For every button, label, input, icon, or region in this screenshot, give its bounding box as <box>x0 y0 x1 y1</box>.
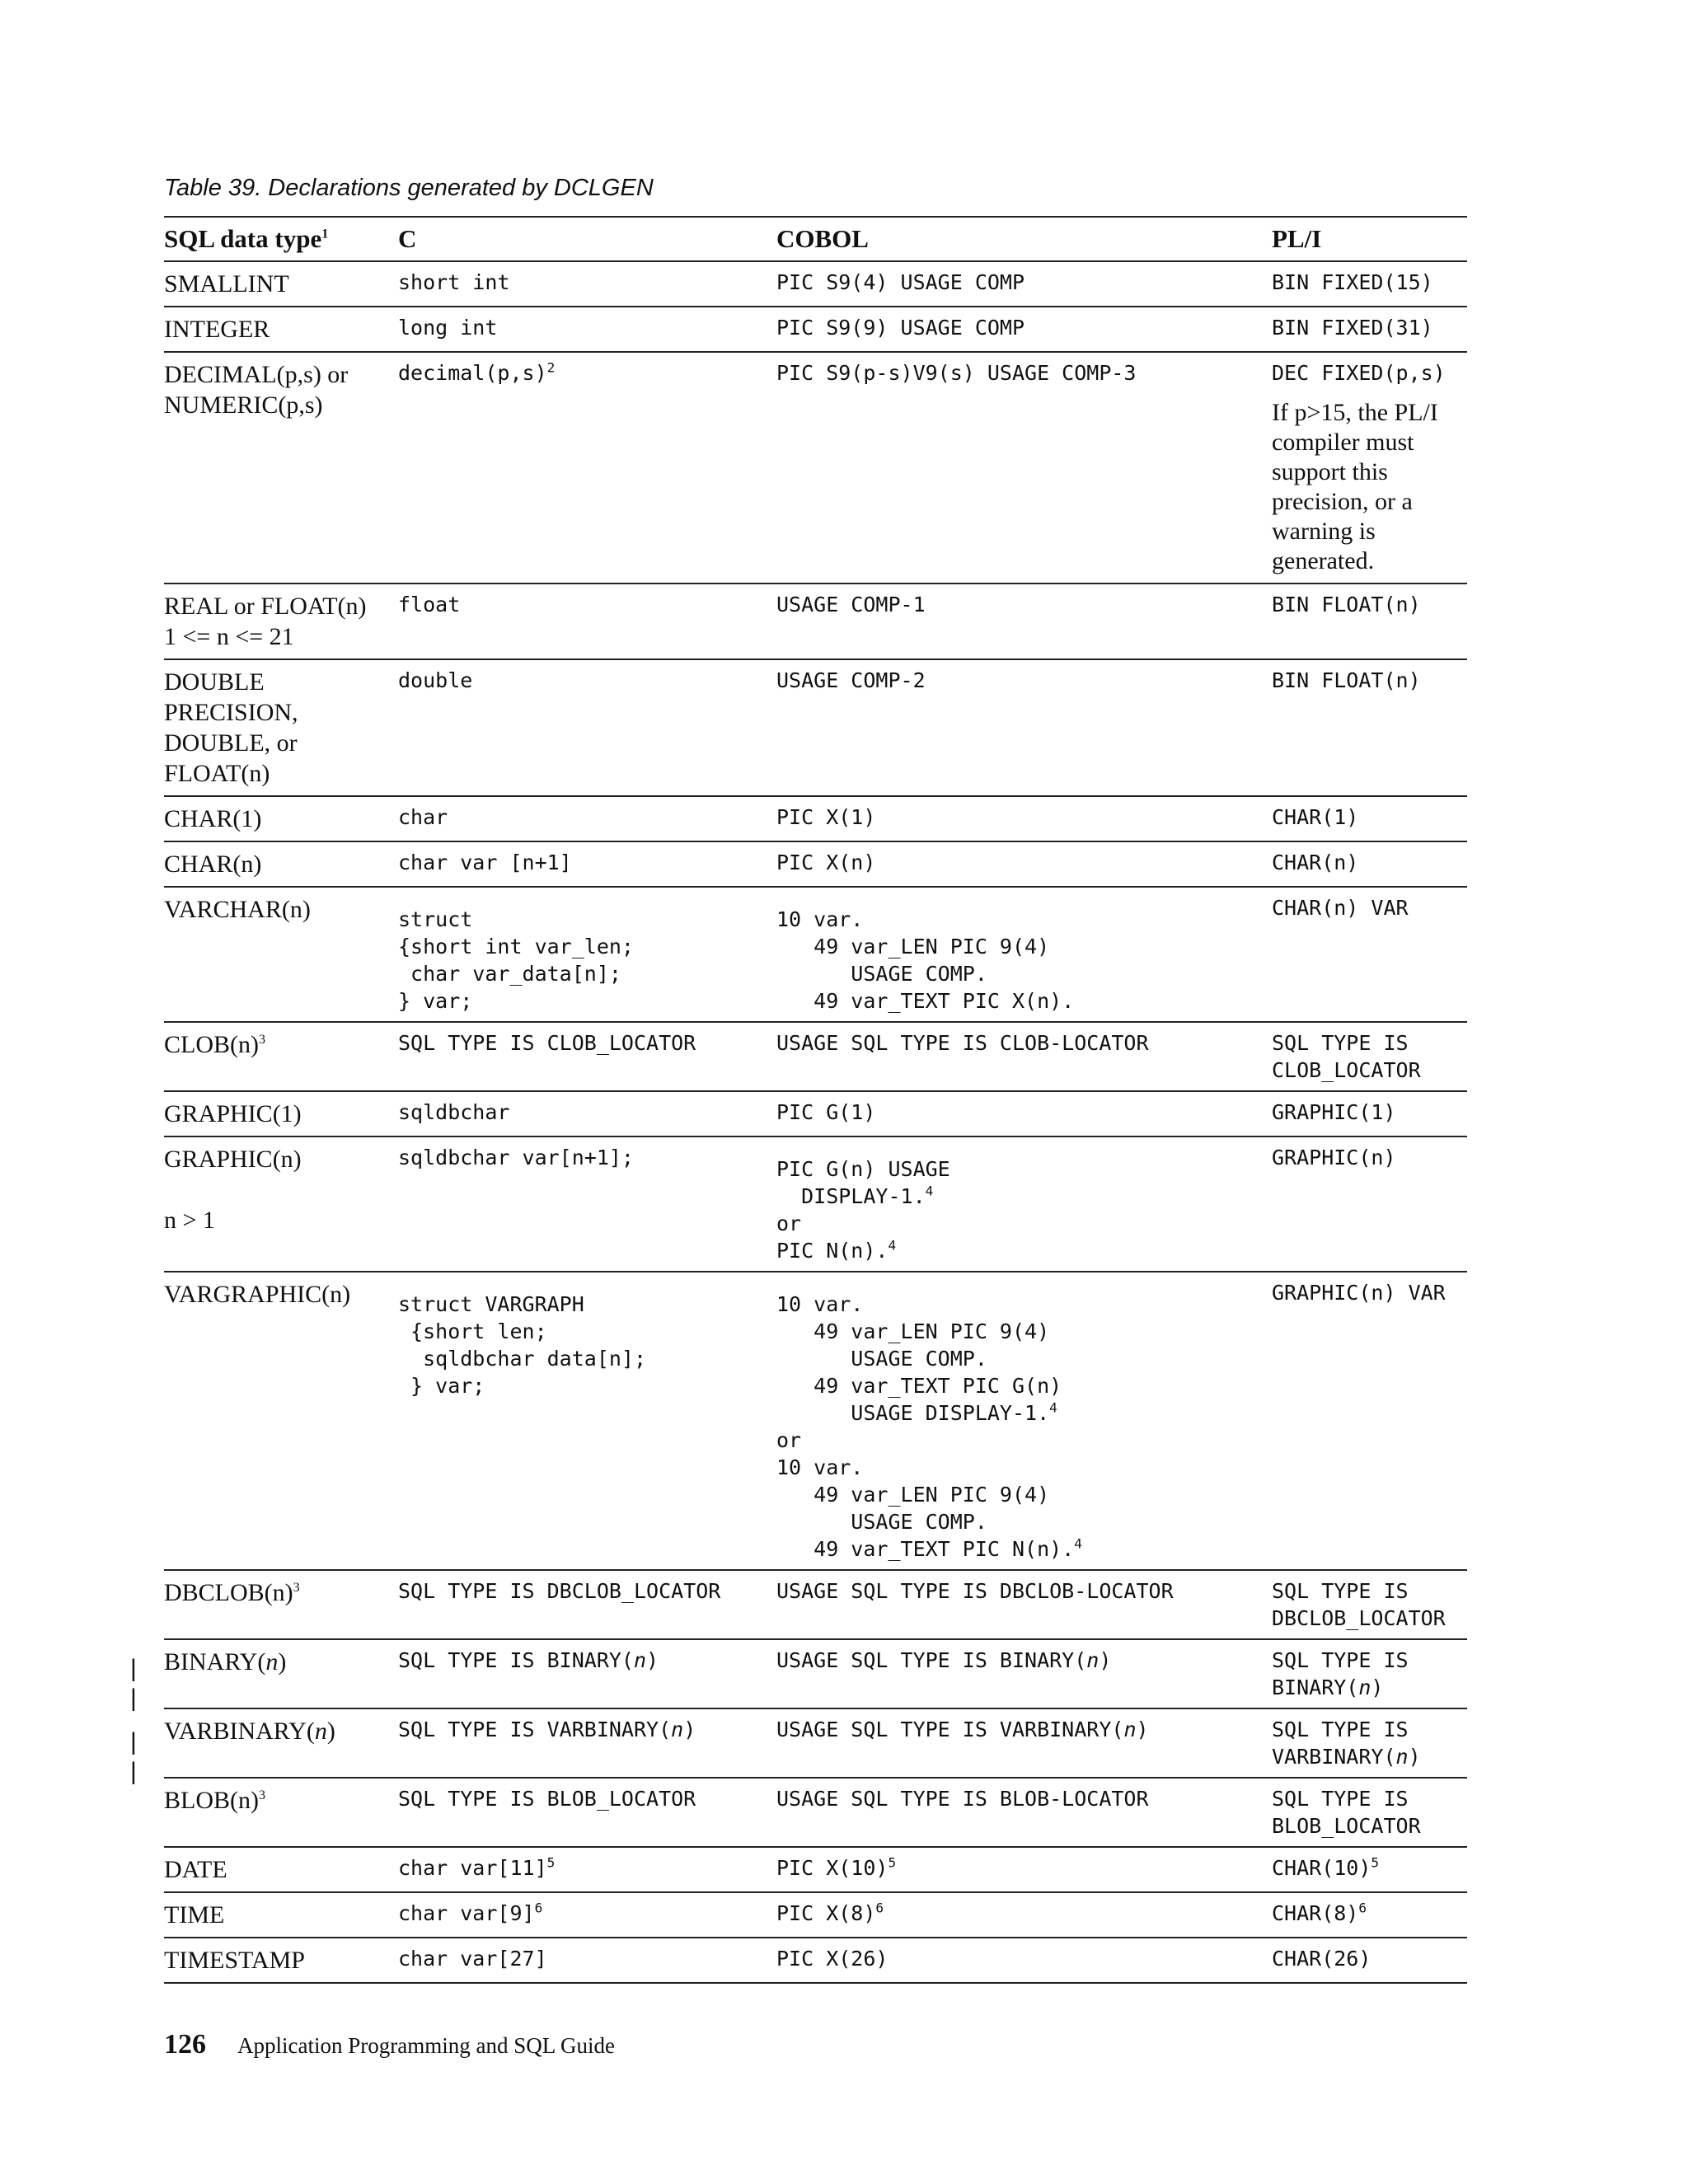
page-footer <box>164 2029 615 2060</box>
cobol-cell: PIC $X(10)^5$ <box>776 1854 897 1880</box>
footnote-ref: 5 <box>1371 1854 1380 1871</box>
cobol-cell: USAGE COMP-2 <box>776 668 926 692</box>
cobol-cell: PIC S9(4) USAGE COMP <box>776 270 1025 294</box>
pli-precision-note: If p>15, the PL/I compiler must support this precision, or a warning is generated. <box>1272 399 1438 574</box>
footnote-ref: 4 <box>925 1183 934 1199</box>
sql-type-cell: DATE <box>164 1856 227 1883</box>
c-cell: SQL TYPE IS BLOB_LOCATOR <box>398 1787 696 1811</box>
table-caption: Table 39. Declarations generated by DCLGEN <box>164 175 654 201</box>
pli-cell: BIN FLOAT(n) <box>1272 668 1421 692</box>
sql-type-cell: $DBCLOB(n)^3$ <box>164 1579 300 1606</box>
sql-type-cell: $BLOB(n)^3$ <box>164 1787 265 1814</box>
declarations-table <box>164 216 1467 1984</box>
table-row <box>164 1272 1467 1570</box>
sql-type-cell: TIME <box>164 1901 225 1929</box>
table-row <box>164 1570 1467 1639</box>
footnote-ref: 6 <box>1358 1900 1367 1916</box>
c-cell: float <box>398 593 461 616</box>
cobol-cell: USAGE SQL TYPE IS CLOB-LOCATOR <box>776 1031 1149 1055</box>
sql-type-cell: GRAPHIC(n) n > 1 <box>164 1146 302 1234</box>
pli-cell: CHAR(26) <box>1272 1947 1372 1971</box>
cobol-cell: USAGE COMP-1 <box>776 593 926 616</box>
cobol-cell: USAGE SQL TYPE IS BINARY(n) <box>776 1648 1112 1672</box>
footnote-ref: 5 <box>888 1854 897 1871</box>
header-cobol: COBOL <box>776 224 869 253</box>
sql-type-cell: REAL or FLOAT(n) 1 <= n <= 21 <box>164 593 367 650</box>
cobol-cell: USAGE SQL TYPE IS DBCLOB-LOCATOR <box>776 1579 1174 1603</box>
cobol-cell: PIC $X(8)^6$ <box>776 1900 884 1925</box>
cobol-cell: PIC S9(9) USAGE COMP <box>776 316 1025 340</box>
pli-cell: CHAR(n) VAR <box>1272 896 1409 920</box>
cobol-cell: PIC S9(p-s)V9(s) USAGE COMP-3 <box>776 361 1137 385</box>
table-row <box>164 307 1467 352</box>
revision-bar: | <box>130 1685 137 1712</box>
pli-cell: DEC FIXED(p,s) If p>15, the PL/I compiler must support this precision, or a warning is generated. <box>1272 352 1467 583</box>
cobol-cell: PIC X(26) <box>776 1947 889 1971</box>
pli-cell: GRAPHIC(n) VAR <box>1272 1281 1446 1305</box>
c-cell: SQL TYPE IS BINARY(n) <box>398 1648 659 1672</box>
footnote-ref: 4 <box>888 1237 897 1254</box>
pli-cell: $CHAR(8)^6$ <box>1272 1900 1367 1925</box>
c-cell: char <box>398 805 448 829</box>
pli-cell: GRAPHIC(n) <box>1272 1146 1396 1169</box>
sql-type-cell: VARBINARY(n) <box>164 1718 335 1745</box>
table-row <box>164 1137 1467 1272</box>
c-cell: long int <box>398 316 498 340</box>
c-cell: char var[27] <box>398 1947 547 1971</box>
sql-type-cell: INTEGER <box>164 316 270 343</box>
pli-cell: BIN FIXED(15) <box>1272 270 1433 294</box>
c-cell: sqldbchar <box>398 1100 510 1124</box>
revision-bar: | <box>130 1758 137 1785</box>
pli-cell: $CHAR(10)^5$ <box>1272 1854 1380 1880</box>
cobol-cell: USAGE SQL TYPE IS BLOB-LOCATOR <box>776 1787 1149 1811</box>
pli-cell: SQL TYPE IS BINARY(n) <box>1272 1648 1409 1699</box>
sql-type-cell: GRAPHIC(1) <box>164 1100 302 1127</box>
pli-cell: CHAR(1) <box>1272 805 1359 829</box>
table-row <box>164 1938 1467 1983</box>
sql-type-cell: DECIMAL(p,s) or NUMERIC(p,s) <box>164 361 349 419</box>
header-pli: PL/I <box>1272 224 1322 253</box>
footnote-ref: 2 <box>546 359 556 376</box>
c-cell: short int <box>398 270 510 294</box>
cobol-cell: PIC G(1) <box>776 1100 876 1124</box>
c-cell: SQL TYPE IS DBCLOB_LOCATOR <box>398 1579 721 1603</box>
revision-bar: | <box>130 1728 137 1755</box>
c-cell: SQL TYPE IS CLOB_LOCATOR <box>398 1031 696 1055</box>
sql-type-cell: TIMESTAMP <box>164 1947 305 1974</box>
pli-cell: SQL TYPE IS BLOB_LOCATOR <box>1272 1787 1421 1838</box>
table-row <box>164 1091 1467 1137</box>
c-cell: $decimal(p,s)^2$ <box>398 359 556 385</box>
footnote-ref: 6 <box>875 1900 884 1916</box>
cobol-cell: 10 var. 49 var_LEN PIC 9(4) USAGE COMP. 49 var_TEXT PIC G(n) USAGE DISPLAY-1.$^4$ or 10 var. 49 var_LEN PIC 9(4) USAGE COMP. 49 var_TEXT PIC N(n).$^4$ <box>776 1292 1082 1561</box>
footnote-ref: 3 <box>259 1033 265 1047</box>
cobol-cell: USAGE SQL TYPE IS VARBINARY(n) <box>776 1718 1149 1741</box>
page-number: 126 <box>164 2029 206 2060</box>
c-cell: double <box>398 668 473 692</box>
sql-type-cell: VARGRAPHIC(n) <box>164 1281 351 1308</box>
c-cell: char $var[11]^5$ <box>398 1854 556 1880</box>
cobol-cell: PIC X(n) <box>776 851 876 874</box>
table-row <box>164 887 1467 1022</box>
pli-cell: CHAR(n) <box>1272 851 1359 874</box>
table-header-row <box>164 217 1467 261</box>
c-cell: struct {short int var_len; char var_data[n]; } var; <box>398 907 634 1013</box>
table-row <box>164 1778 1467 1847</box>
pli-cell: BIN FLOAT(n) <box>1272 593 1421 616</box>
cobol-cell: 10 var. 49 var_LEN PIC 9(4) USAGE COMP. 49 var_TEXT PIC X(n). <box>776 907 1075 1013</box>
revision-bar: | <box>130 1655 137 1682</box>
c-cell: struct VARGRAPH {short len; sqldbchar data[n]; } var; <box>398 1292 647 1398</box>
pli-cell: BIN FIXED(31) <box>1272 316 1433 340</box>
pli-cell: GRAPHIC(1) <box>1272 1100 1396 1124</box>
table-row <box>164 659 1467 796</box>
footnote-ref: 5 <box>546 1854 556 1871</box>
footnote-ref: 1 <box>321 227 329 241</box>
pli-cell: SQL TYPE IS CLOB_LOCATOR <box>1272 1031 1421 1082</box>
table-row <box>164 1639 1467 1708</box>
footnote-ref: 4 <box>1074 1535 1082 1552</box>
footnote-ref: 4 <box>1049 1399 1057 1416</box>
book-title: Application Programming and SQL Guide <box>237 2033 615 2058</box>
pli-cell: SQL TYPE IS DBCLOB_LOCATOR <box>1272 1579 1446 1630</box>
table-row <box>164 1022 1467 1091</box>
table-row <box>164 352 1467 583</box>
table-row <box>164 261 1467 307</box>
table-row <box>164 796 1467 841</box>
table-row <box>164 1708 1467 1778</box>
sql-type-cell: BINARY(n) <box>164 1648 287 1675</box>
c-cell: char var [n+1] <box>398 851 572 874</box>
table-row <box>164 583 1467 659</box>
c-cell: SQL TYPE IS VARBINARY(n) <box>398 1718 696 1741</box>
sql-type-cell: VARCHAR(n) <box>164 896 311 923</box>
pli-cell: SQL TYPE IS VARBINARY(n) <box>1272 1718 1421 1769</box>
footnote-ref: 3 <box>259 1788 265 1802</box>
cobol-cell: PIC G(n) USAGE DISPLAY-1.$^4$ or PIC N(n).$^4$ <box>776 1157 950 1263</box>
c-cell: char $var[9]^6$ <box>398 1900 543 1925</box>
sql-type-cell: SMALLINT <box>164 270 289 298</box>
table-row <box>164 841 1467 887</box>
header-sql-data-type: SQL data type$^1$ <box>164 224 329 253</box>
header-c: C <box>398 224 417 253</box>
sql-type-cell: CHAR(n) <box>164 851 262 878</box>
sql-type-cell: DOUBLE PRECISION, DOUBLE, or FLOAT(n) <box>164 668 298 787</box>
cobol-cell: PIC X(1) <box>776 805 876 829</box>
footnote-ref: 6 <box>534 1900 543 1916</box>
table-row <box>164 1847 1467 1892</box>
sql-type-cell: CHAR(1) <box>164 805 262 832</box>
c-cell: sqldbchar var[n+1]; <box>398 1146 634 1169</box>
sql-type-cell: $CLOB(n)^3$ <box>164 1031 265 1058</box>
footnote-ref: 3 <box>293 1581 300 1595</box>
table-row <box>164 1892 1467 1938</box>
